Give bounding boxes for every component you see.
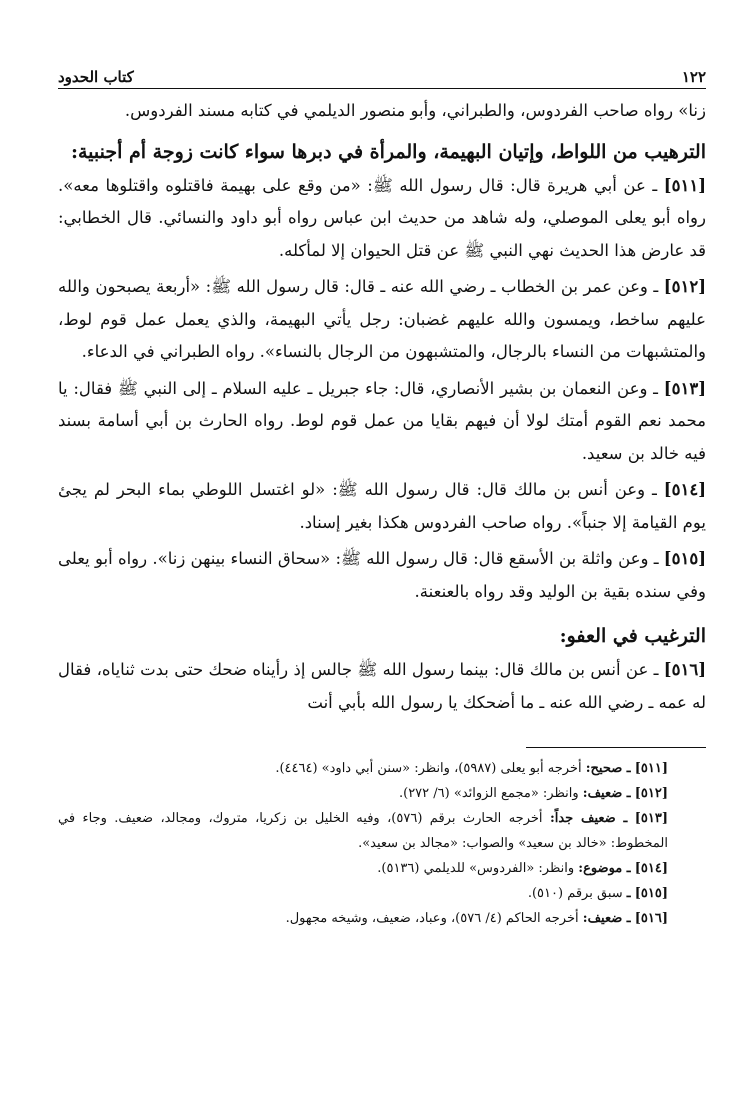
footnote-grade: ـ صحيح: xyxy=(585,761,631,776)
hadith-list-1 xyxy=(58,170,706,609)
footnote-grade: ـ ضعيف جداً: xyxy=(549,811,628,826)
hadith-text: ـ وعن واثلة بن الأسقع قال: قال رسول الله ﷺ: «سحاق النساء بينهن زنا». رواه أبو يعلى وفي سنده بقية بن الوليد وقد رواه بالعنعنة. xyxy=(58,549,706,601)
footnote-text: وانظر: «مجمع الزوائد» (٦/ ٢٧٢). xyxy=(398,786,583,801)
hadith-text: ـ عن أنس بن مالك قال: بينما رسول الله ﷺ جالس إذ رأيناه ضحك حتى بدت ثناياه، فقال له عمه ـ رضي الله عنه ـ ما أضحكك يا رسول الله بأبي أنت xyxy=(58,660,706,712)
footnote-number: [٥١٥] xyxy=(634,886,668,901)
footnote-grade: ـ ضعيف: xyxy=(582,911,631,926)
hadith-number: [٥١٢] xyxy=(663,277,706,296)
footnote-grade: ـ ضعيف: xyxy=(582,786,631,801)
hadith-text: ـ وعن عمر بن الخطاب ـ رضي الله عنه ـ قال: قال رسول الله ﷺ: «أربعة يصبحون والله عليهم ساخط، ويمسون والله عليهم غضبان: رجل يأتي البهيمة، والذي يعمل عمل قوم لوط، والمتشبهات من النساء بالرجال، والمتشبهون من الرجال بالنساء». رواه الطبراني في الدعاء. xyxy=(58,277,706,361)
hadith-number: [٥١١] xyxy=(663,175,706,195)
footnote xyxy=(58,806,706,856)
footnote xyxy=(58,781,706,806)
hadith-text: ـ وعن أنس بن مالك قال: قال رسول الله ﷺ: «لو اغتسل اللوطي بماء البحر لم يجئ يوم القيامة إلا جنباً». رواه صاحب الفردوس هكذا بغير إسناد. xyxy=(58,480,706,532)
footnote-number: [٥١٦] xyxy=(634,911,668,926)
footnote-text: وانظر: «الفردوس» للديلمي (٥١٣٦). xyxy=(377,861,579,876)
footnote-number: [٥١٣] xyxy=(634,811,668,826)
hadith-text: ـ عن أبي هريرة قال: قال رسول الله ﷺ: «من وقع على بهيمة فاقتلوه واقتلوها معه». رواه أبو يعلى الموصلي، وله شاهد من حديث ابن عباس رواه أبو داود والنسائي. قال الخطابي: قد عارض هذا الحديث نهي النبي ﷺ عن قتل الحيوان إلا لمأكله. xyxy=(58,175,706,260)
hadith-number: [٥١٦] xyxy=(663,660,706,679)
footnote-separator xyxy=(526,747,706,748)
footnote xyxy=(58,906,706,931)
footnote-number: [٥١٢] xyxy=(634,786,668,801)
hadith-entry xyxy=(58,271,706,369)
footnote-text: أخرجه الحارث برقم (٥٧٦)، وفيه الخليل بن زكريا، متروك، ومجالد، ضعيف. وجاء في المخطوط: «خالد بن سعيد» والصواب: «مجالد بن سعيد». xyxy=(58,811,668,851)
intro-line: زنا» رواه صاحب الفردوس، والطبراني، وأبو منصور الديلمي في كتابه مسند الفردوس. xyxy=(124,101,706,120)
footnote-grade: ـ موضوع: xyxy=(578,861,631,876)
hadith-entry xyxy=(58,543,706,608)
footnote xyxy=(58,756,706,781)
footnote-text: أخرجه الحاكم (٤/ ٥٧٦)، وعباد، ضعيف، وشيخه مجهول. xyxy=(285,911,583,926)
footnote xyxy=(58,881,706,906)
hadith-entry xyxy=(58,170,706,268)
hadith-entry xyxy=(58,373,706,471)
hadith-number: [٥١٣] xyxy=(663,378,706,398)
hadith-number: [٥١٤] xyxy=(663,480,706,499)
hadith-list-2 xyxy=(58,654,706,719)
hadith-entry xyxy=(58,474,706,539)
footnote-grade: ـ xyxy=(626,886,631,901)
footnote-number: [٥١١] xyxy=(634,761,668,776)
section-title-lewdness: الترهيب من اللواط، وإتيان البهيمة، والمرأة في دبرها سواء كانت زوجة أم أجنبية: xyxy=(70,140,706,163)
running-header xyxy=(58,62,706,89)
section-title-forgiveness: الترغيب في العفو: xyxy=(559,625,706,647)
hadith-entry xyxy=(58,654,706,719)
hadith-text: ـ وعن النعمان بن بشير الأنصاري، قال: جاء جبريل ـ عليه السلام ـ إلى النبي ﷺ فقال: يا محمد نعم القوم أمتك لولا أن فيهم بقايا من عمل قوم لوط. رواه الحارث بن أبي أسامة بسند فيه خالد بن سعيد. xyxy=(58,378,706,463)
footnote xyxy=(58,856,706,881)
page-number: ١٢٢ xyxy=(681,68,706,86)
page-body xyxy=(58,62,706,931)
footnotes xyxy=(58,756,706,931)
hadith-number: [٥١٥] xyxy=(663,549,706,568)
footnote-number: [٥١٤] xyxy=(634,861,668,876)
footnote-text: سبق برقم (٥١٠). xyxy=(527,886,627,901)
footnote-text: أخرجه أبو يعلى (٥٩٨٧)، وانظر: «سنن أبي داود» (٤٤٦٤). xyxy=(275,761,586,776)
chapter-title: كتاب الحدود xyxy=(58,68,134,86)
